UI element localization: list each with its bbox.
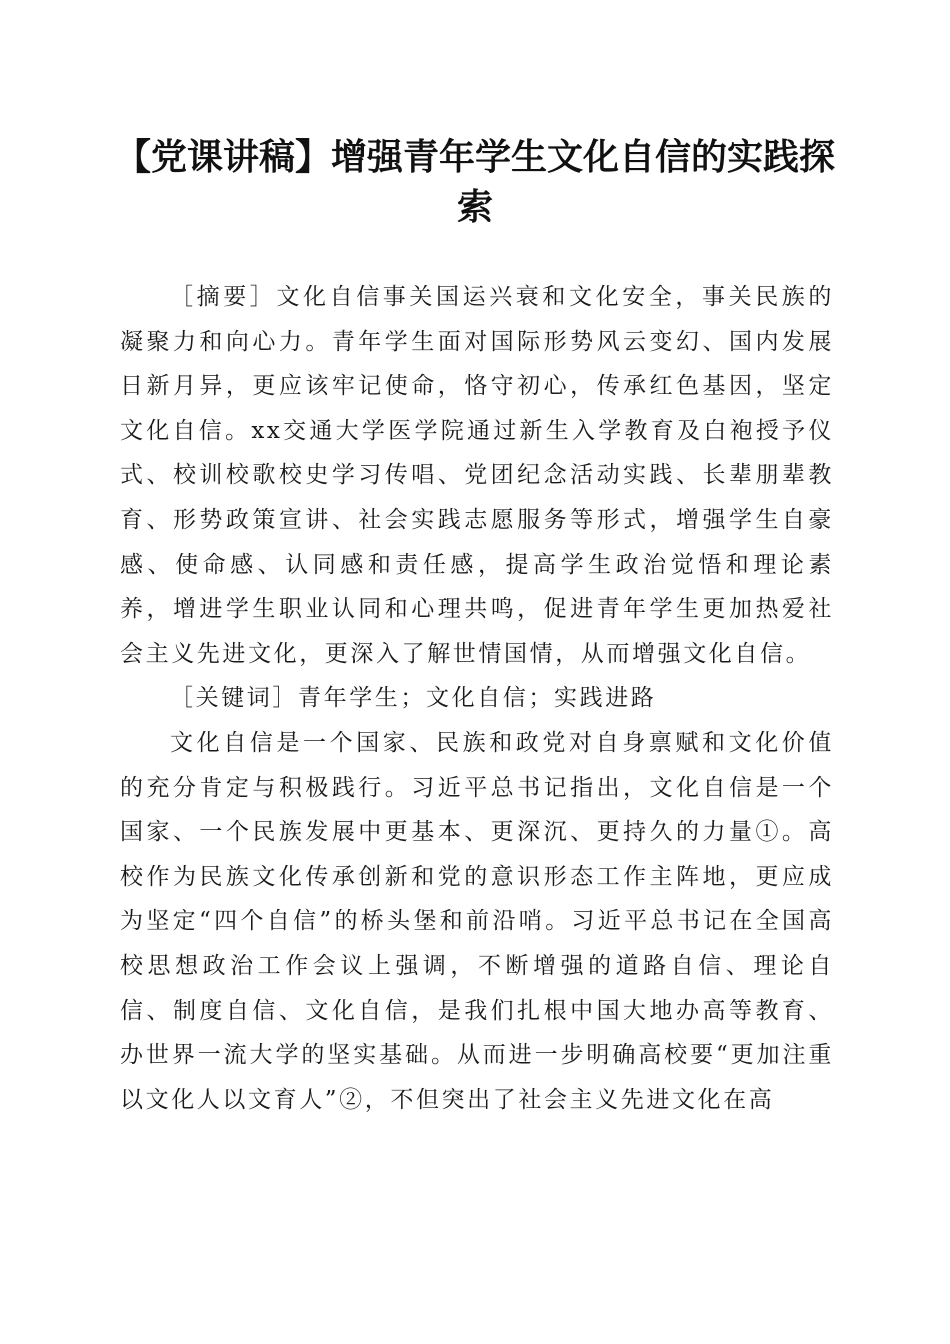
- document-body: [120, 275, 834, 1122]
- document-title: 【党课讲稿】增强青年学生文化自信的实践探索: [114, 137, 835, 228]
- body-paragraph: 文化自信是一个国家、民族和政党对自身禀赋和文化价值的充分肯定与积极践行。习近平总书记指出，文化自信是一个国家、一个民族发展中更基本、更深沉、更持久的力量①。高校作为民族文化传承创新和党的意识形态工作主阵地，更应成为坚定“四个自信”的桥头堡和前沿哨。习近平总书记在全国高校思想政治工作会议上强调，不断增强的道路自信、理论自信、制度自信、文化自信，是我们扎根中国大地办高等教育、办世界一流大学的坚实基础。从而进一步明确高校要“更加注重以文化人以文育人”②，不但突出了社会主义先进文化在高: [120, 729, 834, 1113]
- keywords-paragraph: ［关键词］青年学生；文化自信；实践进路: [170, 685, 657, 712]
- abstract-paragraph: ［摘要］文化自信事关国运兴衰和文化安全，事关民族的凝聚力和向心力。青年学生面对国际形势风云变幻、国内发展日新月异，更应该牢记使命，恪守初心，传承红色基因，坚定文化自信。xx交通大学医学院通过新生入学教育及白袍授予仪式、校训校歌校史学习传唱、党团纪念活动实践、长辈朋辈教育、形势政策宣讲、社会实践志愿服务等形式，增强学生自豪感、使命感、认同感和责任感，提高学生政治觉悟和理论素养，增进学生职业认同和心理共鸣，促进青年学生更加热爱社会主义先进文化，更深入了解世情国情，从而增强文化自信。: [120, 284, 834, 667]
